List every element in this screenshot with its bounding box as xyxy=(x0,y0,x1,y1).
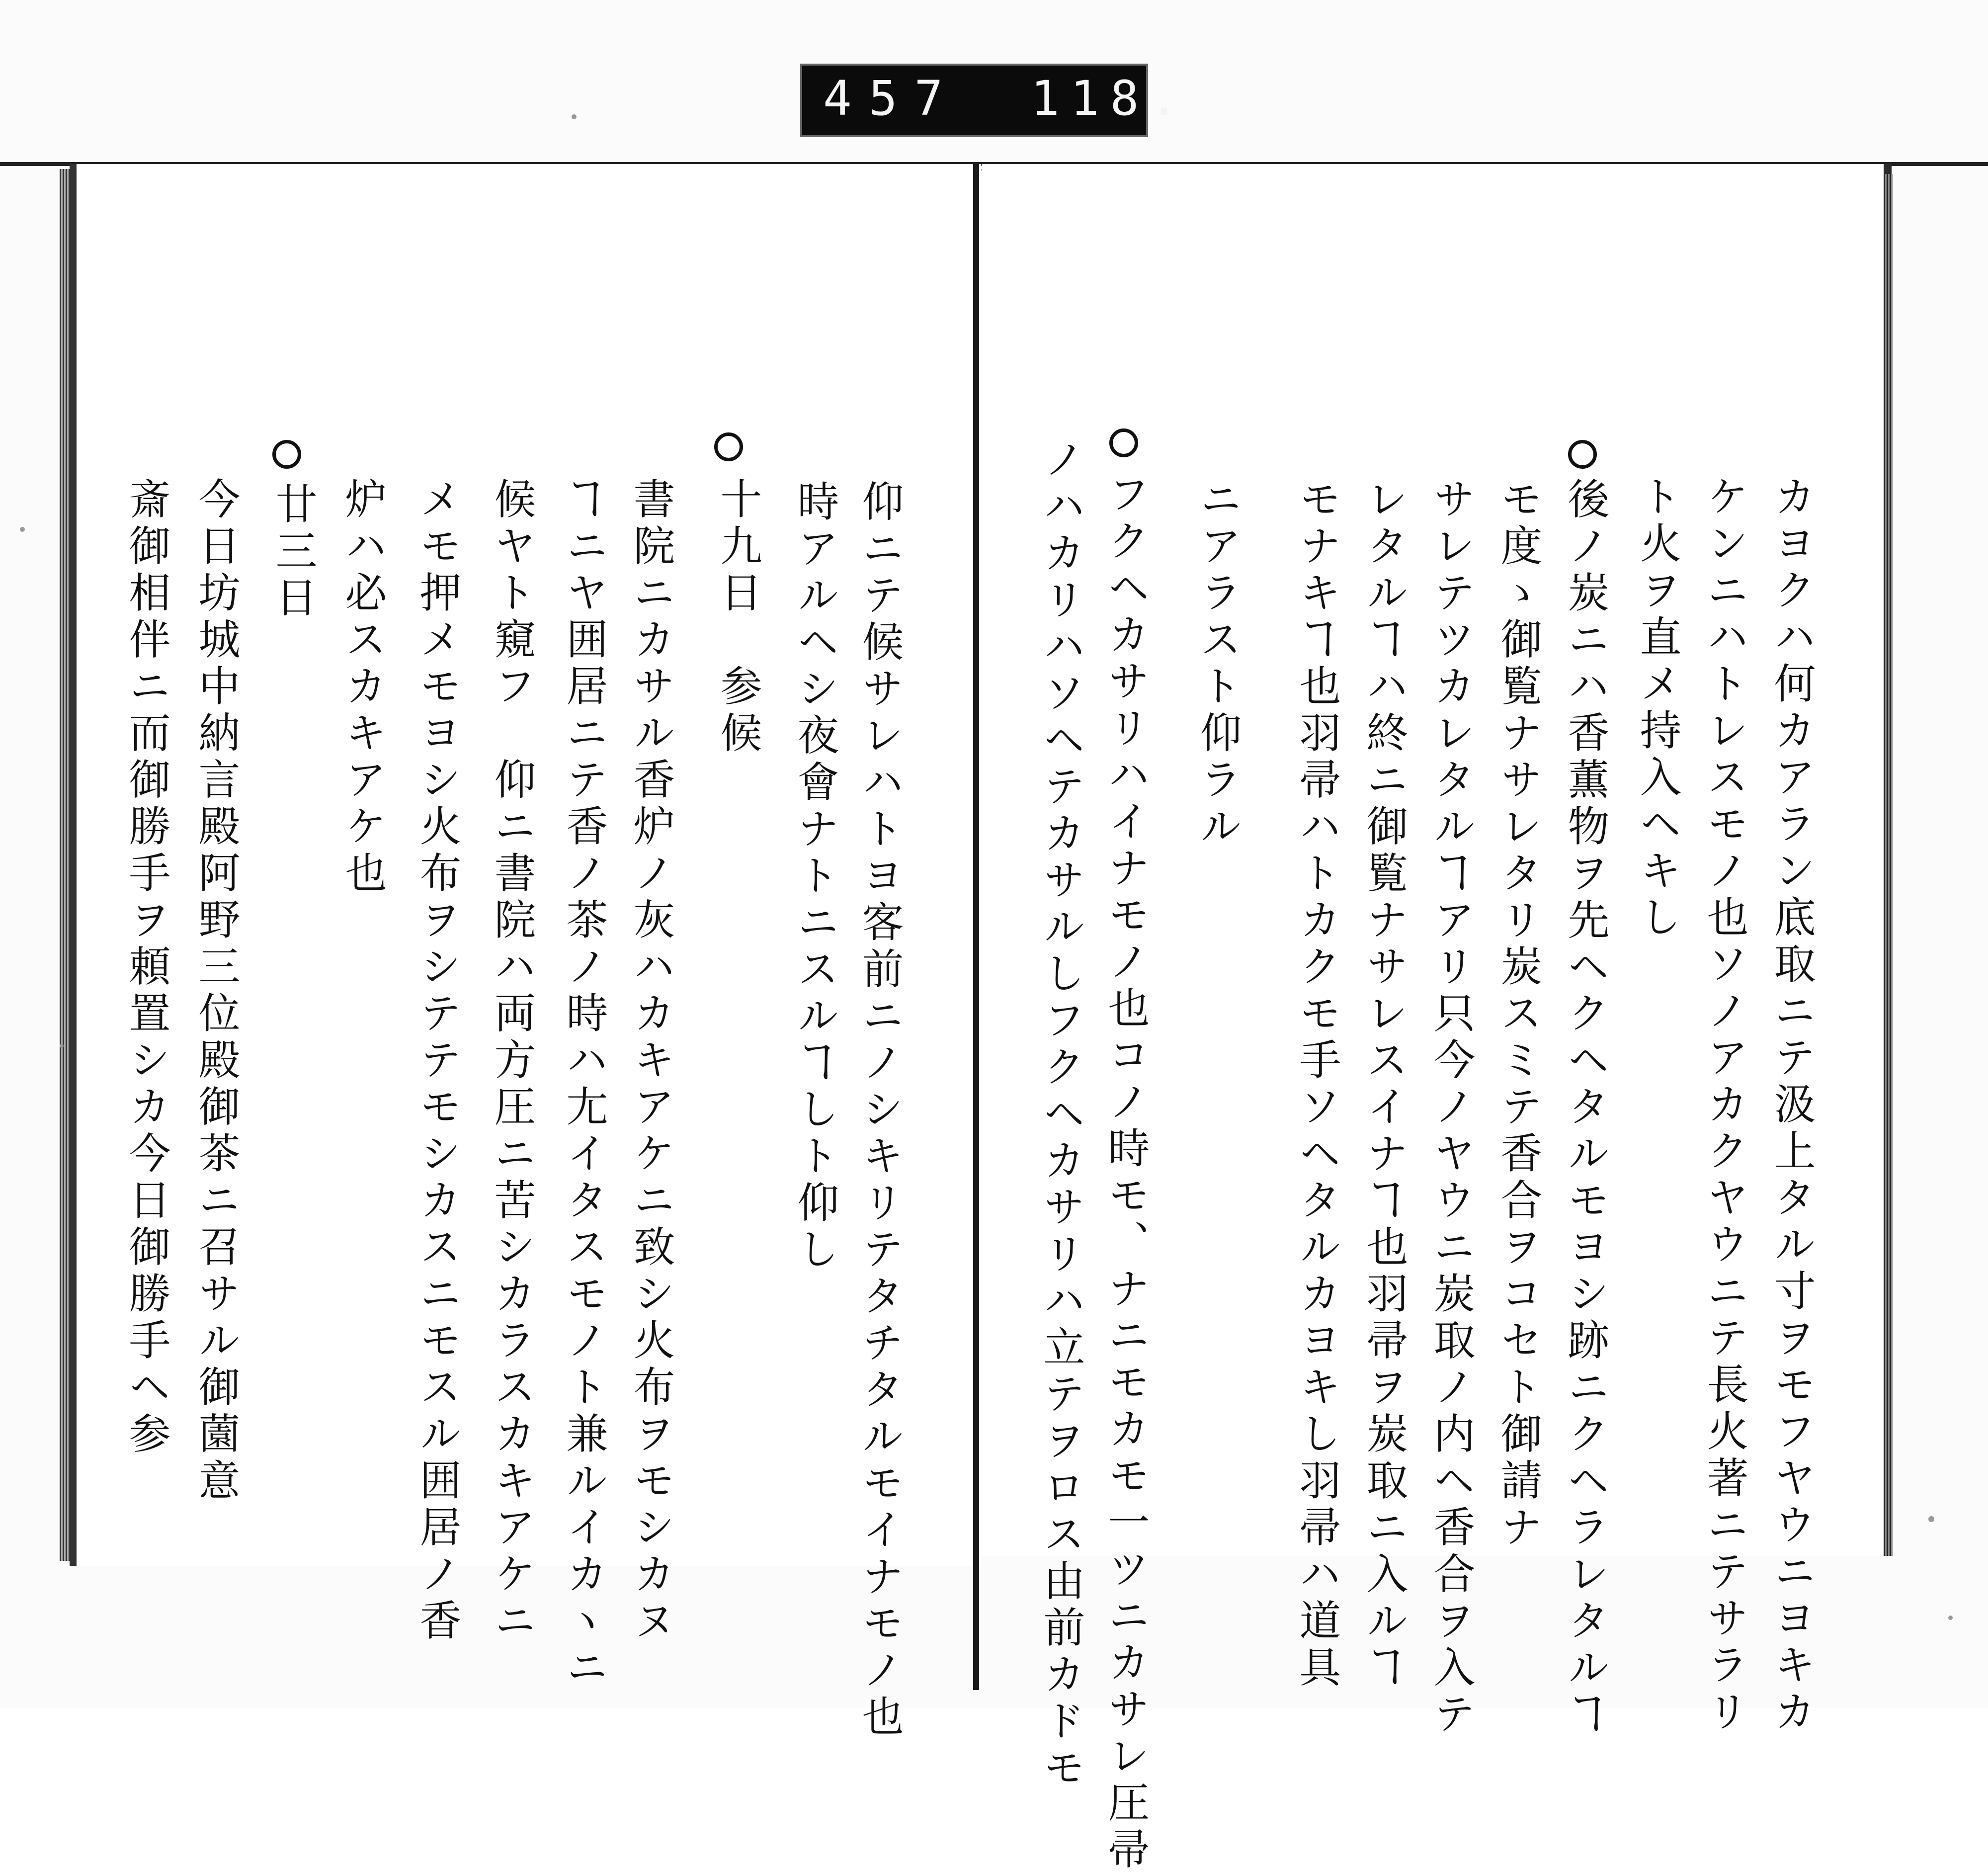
left-column-5: ヿニヤ囲居ニテ香ノ茶ノ時ハ尢イタスモノト兼ルイカヽニ xyxy=(560,477,608,1692)
scan-speck xyxy=(572,114,577,119)
scan-speck xyxy=(1948,1616,1953,1620)
right-column-1: カヨクハ何カアラン底取ニテ汲上タル寸ヲモフヤウニヨキカ xyxy=(1767,475,1816,1736)
frame-number-label xyxy=(800,64,1190,137)
frame-left-number: 457 xyxy=(823,71,960,126)
right-column-4: 後ノ炭ニハ香薫物ヲ先ヘクヘタルモヨシ跡ニクヘラレタルヿ xyxy=(1561,477,1610,1739)
section-circle-mark xyxy=(714,432,743,461)
left-column-7: メモ押メモヨシ火布ヲシテテモシカスニモスル囲居ノ香 xyxy=(413,477,462,1645)
left-column-6: 候ヤト窺フ 仰ニ書院ハ両方圧ニ苦シカラスカキアケニ xyxy=(488,477,536,1645)
right-column-5: モ度ゝ御覧ナサレタリ炭スミテ香合ヲコセト御請ナ xyxy=(1494,477,1543,1552)
scan-speck xyxy=(20,527,25,532)
right-column-3: ト火ヲ直メ持入ヘキし xyxy=(1633,475,1682,942)
scan-speck xyxy=(60,1044,64,1048)
left-page-edge xyxy=(60,169,70,1561)
left-column-4: 書院ニカサル香炉ノ灰ハカキアケニ致シ火布ヲモシカヌ xyxy=(627,477,675,1645)
right-page-edge xyxy=(1884,174,1893,1556)
left-column-1: 仰ニテ候サレハトヨ客前ニノシキリテタチタルモイナモノ也 xyxy=(855,480,904,1741)
scan-speck xyxy=(1928,1516,1934,1522)
right-column-2: ケンニハトレスモノ也ソノアカクヤウニテ長火著ニテサラリ xyxy=(1700,475,1749,1736)
left-column-8: 炉ハ必スカキアケ也 xyxy=(338,477,387,898)
frame-right-number: 118. xyxy=(1031,71,1190,126)
left-column-9: 廿三日 xyxy=(269,482,318,622)
right-column-9: ニアラスト仰ラル xyxy=(1193,477,1242,851)
left-column-2: 時アルヘシ夜會ナトニスルヿしト仰し xyxy=(791,480,839,1274)
left-column-3: 十九日 参候 xyxy=(714,477,762,758)
right-column-10: フクヘカサリハイナモノ也コノ時モ、ナニモカモ一ツニカサレ圧帚 xyxy=(1101,472,1150,1874)
section-circle-mark xyxy=(1109,428,1138,457)
section-circle-mark xyxy=(272,440,301,469)
right-column-8: モナキヿ也羽帚ハトカクモ手ソヘタルカヨキし羽帚ハ道具 xyxy=(1293,477,1341,1692)
left-column-11: 斎御相伴ニ而御勝手ヲ頼置シカ今日御勝手ヘ参 xyxy=(122,477,171,1458)
right-column-11: ノハカリハソヘテカサルしフクヘカサリハ立テヲロス由前カドモ xyxy=(1037,437,1085,1792)
right-column-6: サレテツカレタルヿアリ只今ノヤウニ炭取ノ内ヘ香合ヲ入テ xyxy=(1427,477,1476,1739)
left-column-10: 今日坊城中納言殿阿野三位殿御茶ニ召サル御薗意 xyxy=(192,477,241,1505)
section-circle-mark xyxy=(1568,440,1597,469)
book-gutter xyxy=(973,164,979,1690)
right-column-7: レタルヿハ終ニ御覧ナサレスイナヿ也羽帚ヲ炭取ニ入ルヿ xyxy=(1360,477,1408,1692)
